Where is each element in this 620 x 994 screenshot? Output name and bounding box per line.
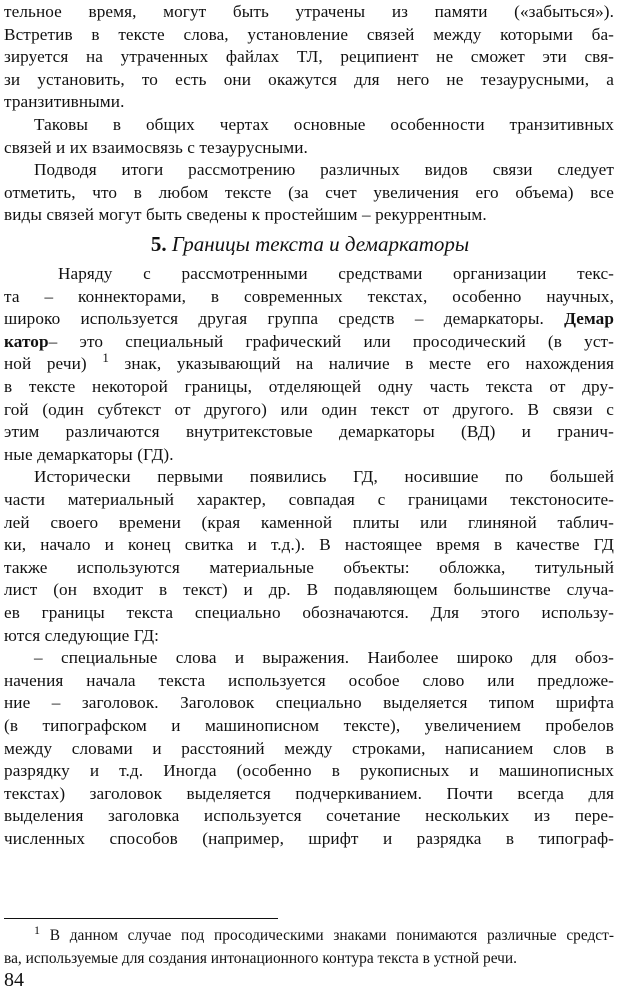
text-segment: Таковы в общих чертах основные особенности транзитивных (34, 115, 614, 134)
term-demarcator: Демар (564, 309, 614, 329)
text-line (4, 557, 614, 580)
text-segment: разрядку и т.д. Иногда (особенно в рукописных и машинописных (4, 761, 614, 781)
text-line (58, 263, 614, 286)
text-segment: ев границы текста специально обозначаются. Для этого использу- (4, 603, 614, 622)
text-segment: ки, начало и конец свитка и т.д.). В настоящее время в качестве ГД (4, 535, 614, 555)
footnote-line: ва, используемые для создания интонационного контура текста в устной речи. (4, 950, 517, 967)
text-line (4, 421, 614, 444)
text-line (4, 24, 614, 47)
text-segment: Подводя итоги рассмотрению различных видов связи следует (34, 160, 614, 180)
text-segment: Встретив в тексте слова, установление связей между которыми ба- (4, 24, 614, 44)
text-segment: Наряду с рассмотренными средствами организации текс- (58, 264, 614, 283)
text-segment: виды связей могут быть сведены к простейшим – рекуррентным. (4, 205, 487, 225)
text-segment: гой (один субтекст от другого) или один текст от другого. В связи с (4, 399, 614, 419)
text-line (4, 783, 614, 806)
text-line (4, 137, 614, 160)
text-segment: зируется на утраченных файлах ТЛ, реципиент не сможет эти свя- (4, 47, 614, 67)
text-line (34, 466, 614, 489)
text-segment: связей и их взаимосвязь с тезаурусными. (4, 137, 308, 157)
text-segment: тельное время, могут быть утрачены из памяти («забыться»). (4, 2, 614, 21)
text-line (4, 444, 614, 467)
footnote-separator (4, 918, 278, 919)
text-segment: та – коннекторами, в современных текстах, особенно научных, (4, 286, 614, 306)
text-segment: широко используется другая группа средств – демаркаторы. (4, 309, 544, 329)
text-segment: части материальный характер, совпадая с границами текстоносите- (4, 490, 614, 509)
text-line (4, 46, 614, 69)
term-demarcator: катор (4, 331, 49, 351)
text-line (4, 579, 614, 602)
text-segment: (в типографском и машинописном тексте), увеличением пробелов (4, 716, 614, 735)
text-segment: лей своего времени (края каменной плиты или глиняной таблич- (4, 512, 614, 532)
text-line (4, 308, 614, 331)
text-line (4, 670, 614, 693)
text-line (4, 602, 614, 625)
text-line (4, 1, 614, 24)
text-line (4, 828, 614, 851)
text-line (4, 738, 614, 761)
text-line (4, 399, 614, 422)
text-line (4, 692, 614, 715)
text-segment: также используются материальные объекты: обложка, титульный (4, 557, 614, 577)
text-segment: выделения заголовка используется сочетание нескольких из пере- (4, 806, 614, 826)
text-line (4, 69, 614, 92)
text-segment: Исторически первыми появились ГД, носившие по большей (34, 467, 614, 487)
text-segment: знак, указывающий на наличие в месте его нахождения (124, 354, 614, 374)
text-line (4, 331, 614, 354)
text-segment: начения начала текста используется особое слово или предложе- (4, 670, 614, 690)
text-line (34, 647, 614, 670)
text-segment: лист (он входит в текст) и др. В подавляющем большинстве случа- (4, 580, 614, 600)
footnote-marker: 1 (34, 923, 40, 937)
text-segment: ние – заголовок. Заголовок специально выделяется типом шрифта (4, 693, 614, 713)
text-line (4, 286, 614, 309)
text-segment: – это специальный графический или просодический (в уст- (48, 331, 614, 351)
footnote-text: В данном случае под просодическими знаками понимаются различные средст- (49, 927, 614, 944)
page-number: 84 (4, 969, 24, 991)
text-line (4, 204, 614, 227)
text-segment: ной речи) (4, 354, 87, 374)
text-line (4, 715, 614, 738)
text-line (4, 512, 614, 535)
text-segment: зи установить, то есть они окажутся для него не тезаурусными, а (4, 69, 614, 89)
text-line (4, 182, 614, 205)
text-line (34, 114, 614, 137)
section-title: Границы текста и демаркаторы (171, 232, 470, 256)
section-heading (0, 230, 620, 258)
text-segment: ные демаркаторы (ГД). (4, 444, 174, 464)
text-line (4, 376, 614, 399)
text-line (4, 489, 614, 512)
text-line (4, 760, 614, 783)
text-line (4, 805, 614, 828)
text-segment: этим различаются внутритекстовые демаркаторы (ВД) и гранич- (4, 422, 614, 442)
text-line (4, 534, 614, 557)
footnote-reference: 1 (102, 350, 109, 366)
text-segment: отметить, что в любом тексте (за счет увеличения его объема) все (4, 182, 614, 202)
section-number: 5. (150, 232, 167, 256)
text-line (4, 91, 614, 114)
text-line (4, 625, 614, 648)
text-segment: численных способов (например, шрифт и разрядка в типограф- (4, 829, 614, 848)
text-line (4, 350, 614, 376)
text-segment: ются следующие ГД: (4, 625, 160, 645)
footnote-line (34, 924, 614, 947)
text-segment: – специальные слова и выражения. Наиболее широко для обоз- (34, 648, 614, 668)
text-segment: в тексте некоторой границы, отделяющей одну часть текста от дру- (4, 377, 614, 396)
text-segment: текстах) заголовок выделяется подчеркиванием. Почти всегда для (4, 783, 614, 803)
text-segment: между словами и расстояний между строками, написанием слов в (4, 738, 614, 758)
text-segment: транзитивными. (4, 92, 125, 112)
text-line (34, 159, 614, 182)
